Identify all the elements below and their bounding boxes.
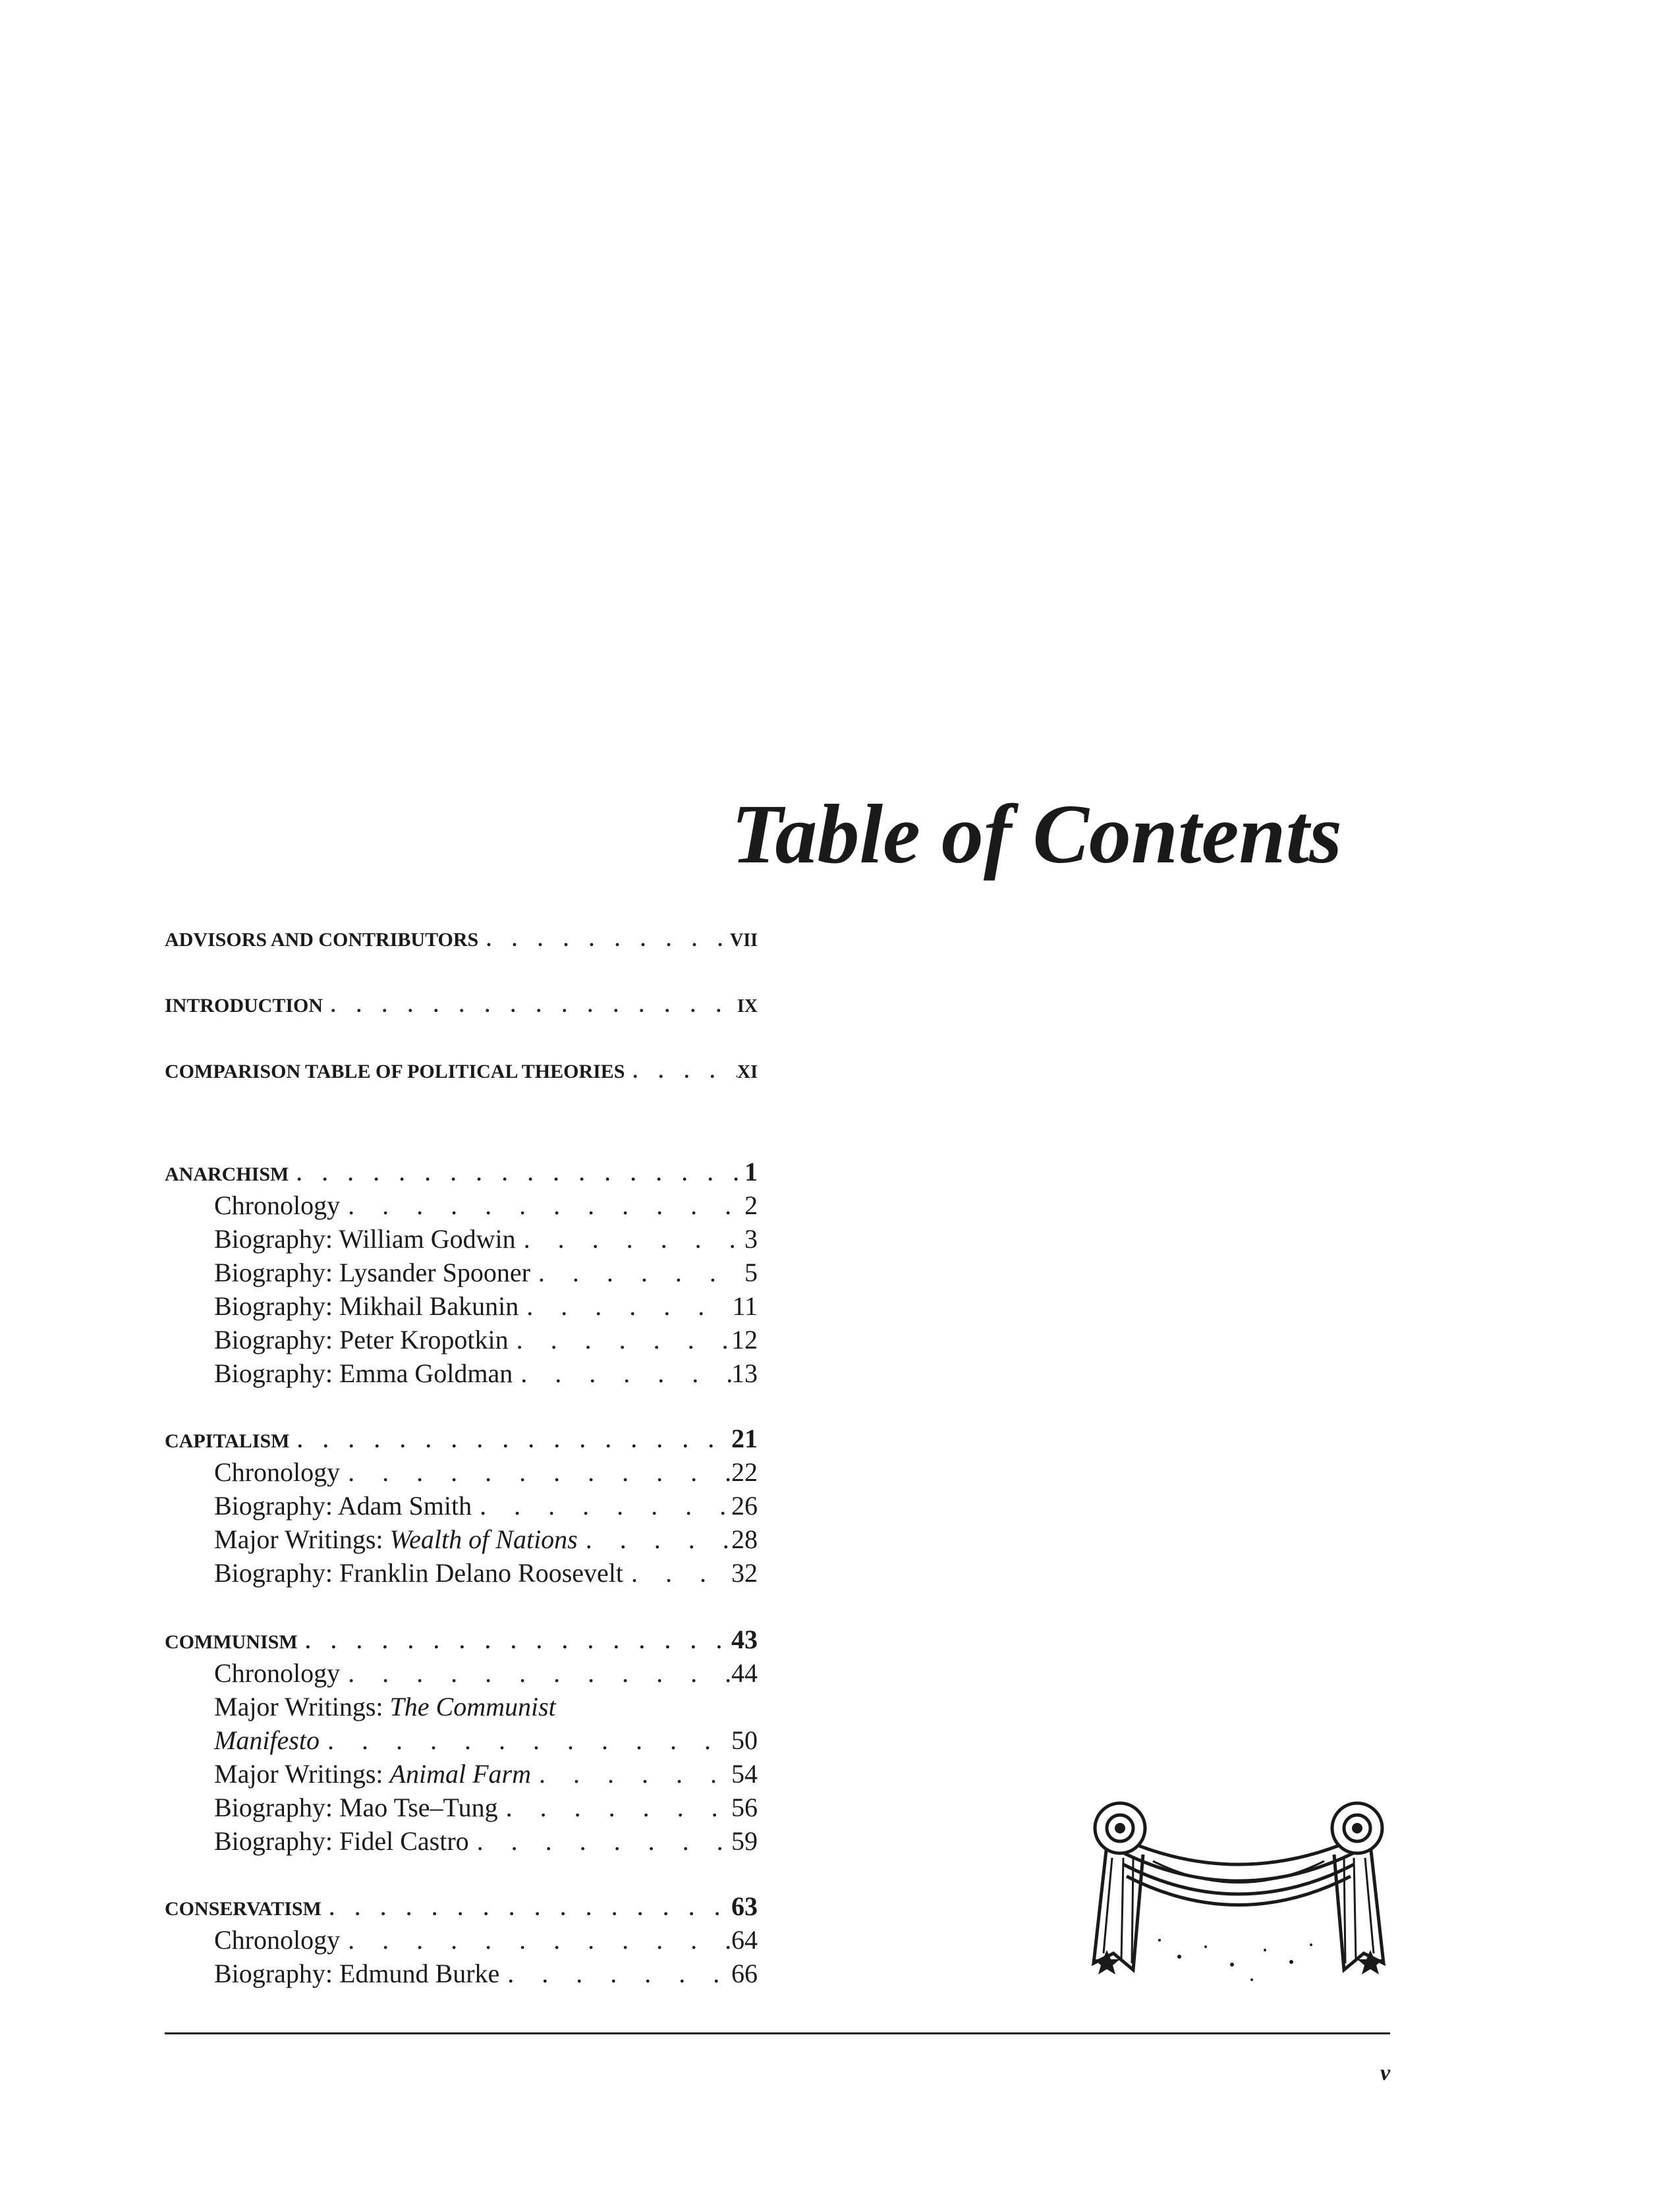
entry-label: Biography: Mao Tse–Tung xyxy=(214,1793,498,1822)
toc-entry[interactable] xyxy=(165,1257,758,1294)
dot-leader xyxy=(530,1257,744,1288)
bunting-ornament-icon xyxy=(1080,1792,1397,1990)
entry-title-italic: Manifesto xyxy=(214,1725,320,1755)
entry-page-number: 32 xyxy=(731,1558,758,1588)
toc-entry[interactable] xyxy=(165,1457,758,1494)
entry-label: Biography: Lysander Spooner xyxy=(214,1258,530,1287)
dot-leader xyxy=(340,1924,731,1955)
entry-label: Biography: Mikhail Bakunin xyxy=(214,1291,519,1321)
entry-page-number: 50 xyxy=(731,1725,758,1755)
dot-leader xyxy=(498,1792,731,1823)
toc-entry[interactable] xyxy=(165,1524,758,1561)
entry-label: Chronology xyxy=(214,1925,341,1955)
entry-label: Biography: Edmund Burke xyxy=(214,1959,500,1988)
toc-entry[interactable] xyxy=(165,1291,758,1327)
entry-label: Biography: Franklin Delano Roosevelt xyxy=(214,1558,624,1588)
toc-part-heading[interactable] xyxy=(165,1156,758,1193)
dot-leader xyxy=(531,1758,731,1789)
dot-leader xyxy=(298,1631,731,1654)
entry-label: CAPITALISM xyxy=(165,1430,290,1452)
footer-rule xyxy=(165,2032,1390,2034)
toc-entry[interactable] xyxy=(165,1358,758,1395)
entry-page-number: 66 xyxy=(731,1959,758,1988)
toc-entry[interactable] xyxy=(165,1324,758,1361)
entry-page-number: 54 xyxy=(731,1759,758,1789)
toc-entry[interactable] xyxy=(165,1792,758,1829)
entry-page-number: 22 xyxy=(731,1457,758,1487)
dot-leader xyxy=(623,1557,731,1588)
entry-label: INTRODUCTION xyxy=(165,995,323,1017)
dot-leader xyxy=(499,1958,731,1989)
page-number: v xyxy=(1380,2061,1391,2085)
toc-entry[interactable] xyxy=(165,1223,758,1260)
entry-title-italic: The Communist xyxy=(389,1692,556,1721)
entry-label: Major Writings: The Communist xyxy=(214,1692,556,1721)
dot-leader xyxy=(625,1061,737,1083)
entry-page-number: 5 xyxy=(744,1258,758,1287)
toc-entry[interactable] xyxy=(165,1658,758,1694)
entry-page-number: 43 xyxy=(731,1625,758,1654)
dot-leader xyxy=(478,929,730,951)
dot-leader xyxy=(340,1658,731,1689)
dot-leader xyxy=(513,1358,731,1389)
toc-entry[interactable] xyxy=(165,1691,758,1728)
entry-page-number: 3 xyxy=(744,1224,758,1254)
dot-leader xyxy=(472,1490,731,1521)
dot-leader xyxy=(289,1430,731,1453)
entry-label: Biography: Peter Kropotkin xyxy=(214,1325,509,1355)
toc-entry[interactable] xyxy=(165,1924,758,1961)
entry-label: Chronology xyxy=(214,1658,341,1688)
toc-front-matter-item[interactable] xyxy=(165,995,758,1032)
entry-page-number: 26 xyxy=(731,1491,758,1521)
toc-part-heading[interactable] xyxy=(165,1891,758,1928)
entry-label: ANARCHISM xyxy=(165,1163,289,1185)
toc-entry[interactable] xyxy=(165,1958,758,1995)
toc-front-matter-item[interactable] xyxy=(165,1061,758,1098)
entry-label: Chronology xyxy=(214,1190,341,1220)
entry-page-number: 56 xyxy=(731,1793,758,1822)
toc-entry[interactable] xyxy=(165,1725,758,1762)
entry-page-number: 12 xyxy=(731,1325,758,1355)
entry-page-number: VII xyxy=(729,930,758,951)
entry-page-number: 28 xyxy=(731,1524,758,1554)
entry-label: COMPARISON TABLE OF POLITICAL THEORIES xyxy=(165,1061,625,1082)
toc-entry[interactable] xyxy=(165,1190,758,1227)
entry-page-number: XI xyxy=(737,1062,758,1082)
entry-page-number: 63 xyxy=(731,1891,758,1921)
entry-title-italic: Wealth of Nations xyxy=(389,1524,578,1554)
entry-label: COMMUNISM xyxy=(165,1631,298,1653)
toc-entry[interactable] xyxy=(165,1490,758,1527)
entry-page-number: 44 xyxy=(731,1658,758,1688)
entry-page-number: 13 xyxy=(731,1358,758,1388)
dot-leader xyxy=(509,1324,731,1355)
toc-entry[interactable] xyxy=(165,1826,758,1862)
entry-label: Major Writings: Animal Farm xyxy=(214,1759,531,1789)
toc-front-matter-item[interactable] xyxy=(165,929,758,966)
page-title: Table of Contents xyxy=(731,787,1342,881)
entry-label: Major Writings: Wealth of Nations xyxy=(214,1524,578,1554)
entry-label xyxy=(214,1725,320,1756)
entry-page-number: 64 xyxy=(731,1925,758,1955)
dot-leader xyxy=(320,1725,731,1756)
dot-leader xyxy=(516,1223,744,1254)
entry-label: Biography: Emma Goldman xyxy=(214,1358,513,1388)
entry-page-number: 59 xyxy=(731,1826,758,1856)
entry-label: Biography: Fidel Castro xyxy=(214,1826,469,1856)
toc-part-heading[interactable] xyxy=(165,1624,758,1661)
entry-label: Biography: William Godwin xyxy=(214,1224,516,1254)
entry-label: CONSERVATISM xyxy=(165,1898,322,1920)
dot-leader xyxy=(289,1163,744,1186)
dot-leader xyxy=(340,1190,744,1221)
entry-title-italic: Animal Farm xyxy=(389,1759,531,1789)
entry-page-number: 1 xyxy=(744,1157,758,1187)
dot-leader xyxy=(322,1898,731,1920)
entry-label: Chronology xyxy=(214,1457,341,1487)
dot-leader xyxy=(323,995,737,1017)
dot-leader xyxy=(340,1457,731,1488)
toc-entry[interactable] xyxy=(165,1758,758,1795)
entry-page-number: 2 xyxy=(744,1190,758,1220)
entry-label: Biography: Adam Smith xyxy=(214,1491,472,1521)
entry-page-number: IX xyxy=(737,996,758,1017)
toc-part-heading[interactable] xyxy=(165,1423,758,1460)
toc-entry[interactable] xyxy=(165,1557,758,1594)
dot-leader xyxy=(518,1291,732,1322)
entry-page-number: 21 xyxy=(731,1424,758,1453)
dot-leader xyxy=(469,1826,731,1857)
entry-page-number: 11 xyxy=(732,1291,758,1321)
dot-leader xyxy=(578,1524,731,1555)
entry-label: ADVISORS AND CONTRIBUTORS xyxy=(165,929,479,951)
